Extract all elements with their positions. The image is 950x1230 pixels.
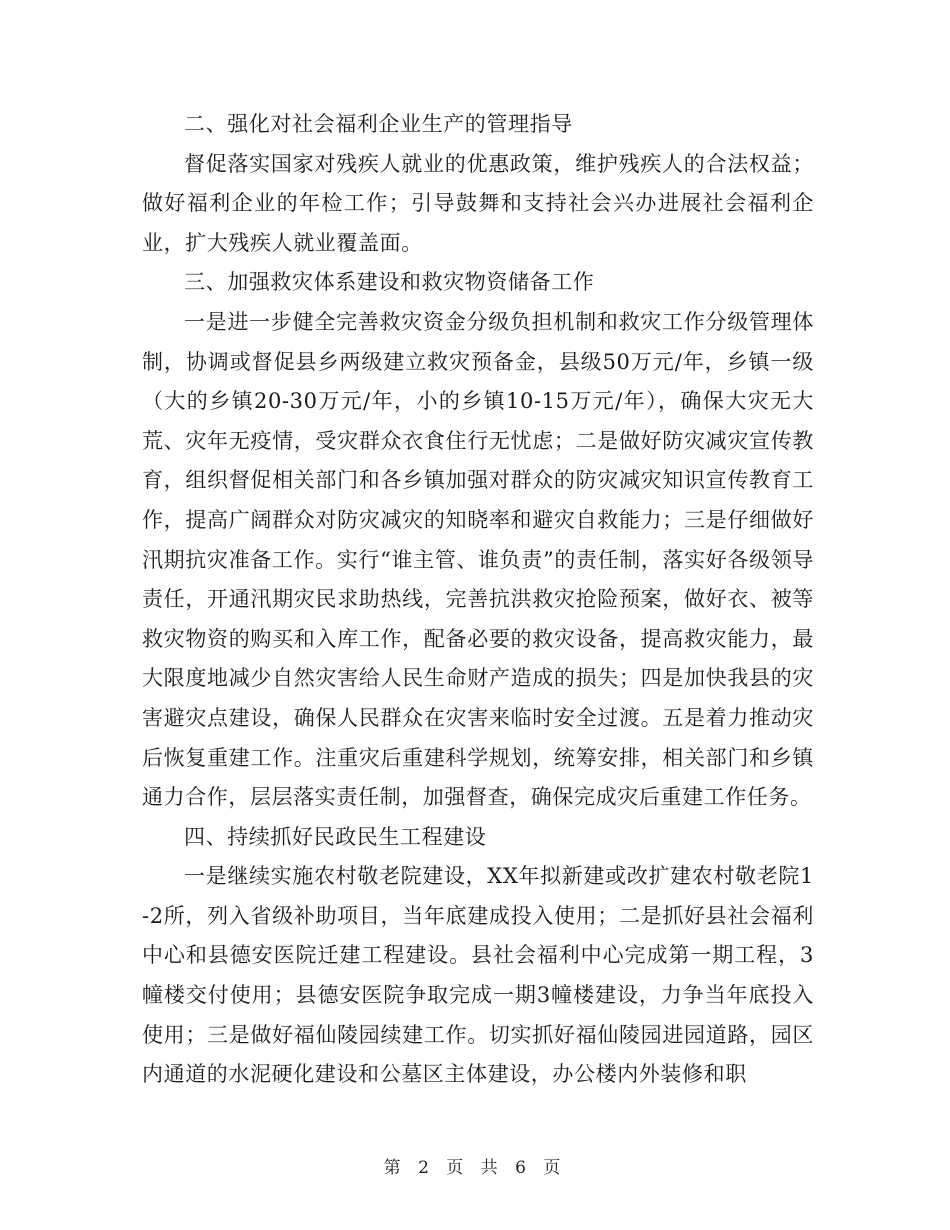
document-body (142, 105, 814, 1095)
section-heading: 四、持续抓好民政民生工程建设 (184, 824, 487, 849)
body-paragraph: 一是进一步健全完善救灾资金分级负担机制和救灾工作分级管理体制，协调或督促县乡两级建立救灾预备金，县级50万元/年，乡镇一级（大的乡镇20-30万元/年，小的乡镇10-15万元/年），确保大灾无大荒、灾年无疫情，受灾群众衣食住行无忧虑；二是做好防灾减灾宣传教育，组织督促相关部门和各乡镇加强对群众的防灾减灾知识宣传教育工作，提高广阔群众对防灾减灾的知晓率和避灾自救能力；三是仔细做好汛期抗灾准备工作。实行“谁主管、谁负责”的责任制，落实好各级领导责任，开通汛期灾民求助热线，完善抗洪救灾抢险预案，做好衣、被等救灾物资的购买和入库工作，配备必要的救灾设备，提高救灾能力，最大限度地减少自然灾害给人民生命财产造成的损失；四是加快我县的灾害避灾点建设，确保人民群众在灾害来临时安全过渡。五是着力推动灾后恢复重建工作。注重灾后重建科学规划，统筹安排，相关部门和乡镇通力合作，层层落实责任制，加强督查，确保完成灾后重建工作任务。 (142, 309, 814, 810)
body-paragraph: 一是继续实施农村敬老院建设，XX年拟新建或改扩建农村敬老院1-2所，列入省级补助项目，当年底建成投入使用；二是抓好县社会福利中心和县德安医院迁建工程建设。县社会福利中心完成第一期工程，3幢楼交付使用；县德安医院争取完成一期3幢楼建设，力争当年底投入使用；三是做好福仙陵园续建工作。切实抓好福仙陵园进园道路，园区内通道的水泥硬化建设和公墓区主体建设，办公楼内外装修和职 (142, 864, 814, 1087)
section-heading: 三、加强救灾体系建设和救灾物资储备工作 (184, 270, 595, 295)
section-heading: 二、强化对社会福利企业生产的管理指导 (184, 112, 573, 136)
body-paragraph: 督促落实国家对残疾人就业的优惠政策，维护残疾人的合法权益；做好福利企业的年检工作；引导鼓舞和支持社会兴办进展社会福利企业，扩大残疾人就业覆盖面。 (142, 151, 814, 255)
page-number-footer: 第 2 页 共 6 页 (383, 1158, 567, 1178)
